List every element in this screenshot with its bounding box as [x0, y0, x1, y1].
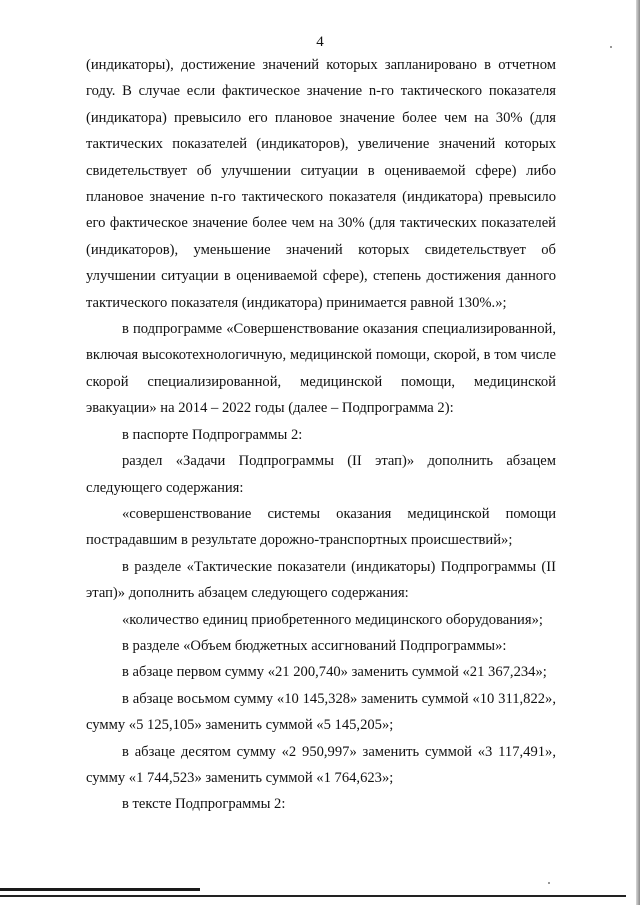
scan-edge-shadow [636, 0, 640, 905]
document-body [86, 52, 556, 818]
paragraph: в паспорте Подпрограммы 2: [122, 426, 303, 443]
paragraph: (индикаторы), достижение значений которых запланировано в отчетном году. В случае если фактическое значение n-го тактического показателя (индикатора) превысило его плановое значение более чем на 30% (для тактических показателей (индикаторов), увеличение значений которых свидетельствует об улучшении ситуации в оцениваемой сфере) либо плановое значение n-го тактического показателя (индикатора) превысило его фактическое значение более чем на 30% (для тактических показателей (индикаторов), уменьшение значений которых свидетельствует об улучшении ситуации в оцениваемой сфере), степень достижения данного тактического показателя (индикатора) принимается равной 130%.»; [86, 57, 556, 311]
scan-speck [548, 882, 550, 884]
paragraph: «совершенствование системы оказания медицинской помощи пострадавшим в результате дорожно-транспортных происшествий»; [86, 505, 556, 549]
scan-speck [610, 46, 612, 48]
paragraph: в тексте Подпрограммы 2: [122, 796, 286, 813]
paragraph: в подпрограмме «Совершенствование оказания специализированной, включая высокотехнологичную, медицинской помощи, скорой, в том числе скорой специализированной, медицинской помощи, медицинской эвакуации» на 2014 – 2022 годы (далее – Подпрограмма 2): [86, 321, 556, 417]
paragraph: «количество единиц приобретенного медицинского оборудования»; [122, 611, 543, 628]
paragraph: в абзаце первом сумму «21 200,740» заменить суммой «21 367,234»; [122, 664, 547, 681]
paragraph: в разделе «Объем бюджетных ассигнований Подпрограммы»: [122, 637, 507, 654]
scan-bottom-line [0, 888, 200, 891]
paragraph: в разделе «Тактические показатели (индикаторы) Подпрограммы (II этап)» дополнить абзацем следующего содержания: [86, 558, 556, 602]
page-number: 4 [316, 34, 324, 50]
paragraph: раздел «Задачи Подпрограммы (II этап)» дополнить абзацем следующего содержания: [86, 453, 556, 496]
paragraph: в абзаце десятом сумму «2 950,997» заменить суммой «3 117,491», сумму «1 744,523» заменить суммой «1 764,623»; [86, 743, 556, 786]
scan-bottom-line [0, 895, 626, 897]
paragraph: в абзаце восьмом сумму «10 145,328» заменить суммой «10 311,822», сумму «5 125,105» заменить суммой «5 145,205»; [86, 690, 556, 734]
